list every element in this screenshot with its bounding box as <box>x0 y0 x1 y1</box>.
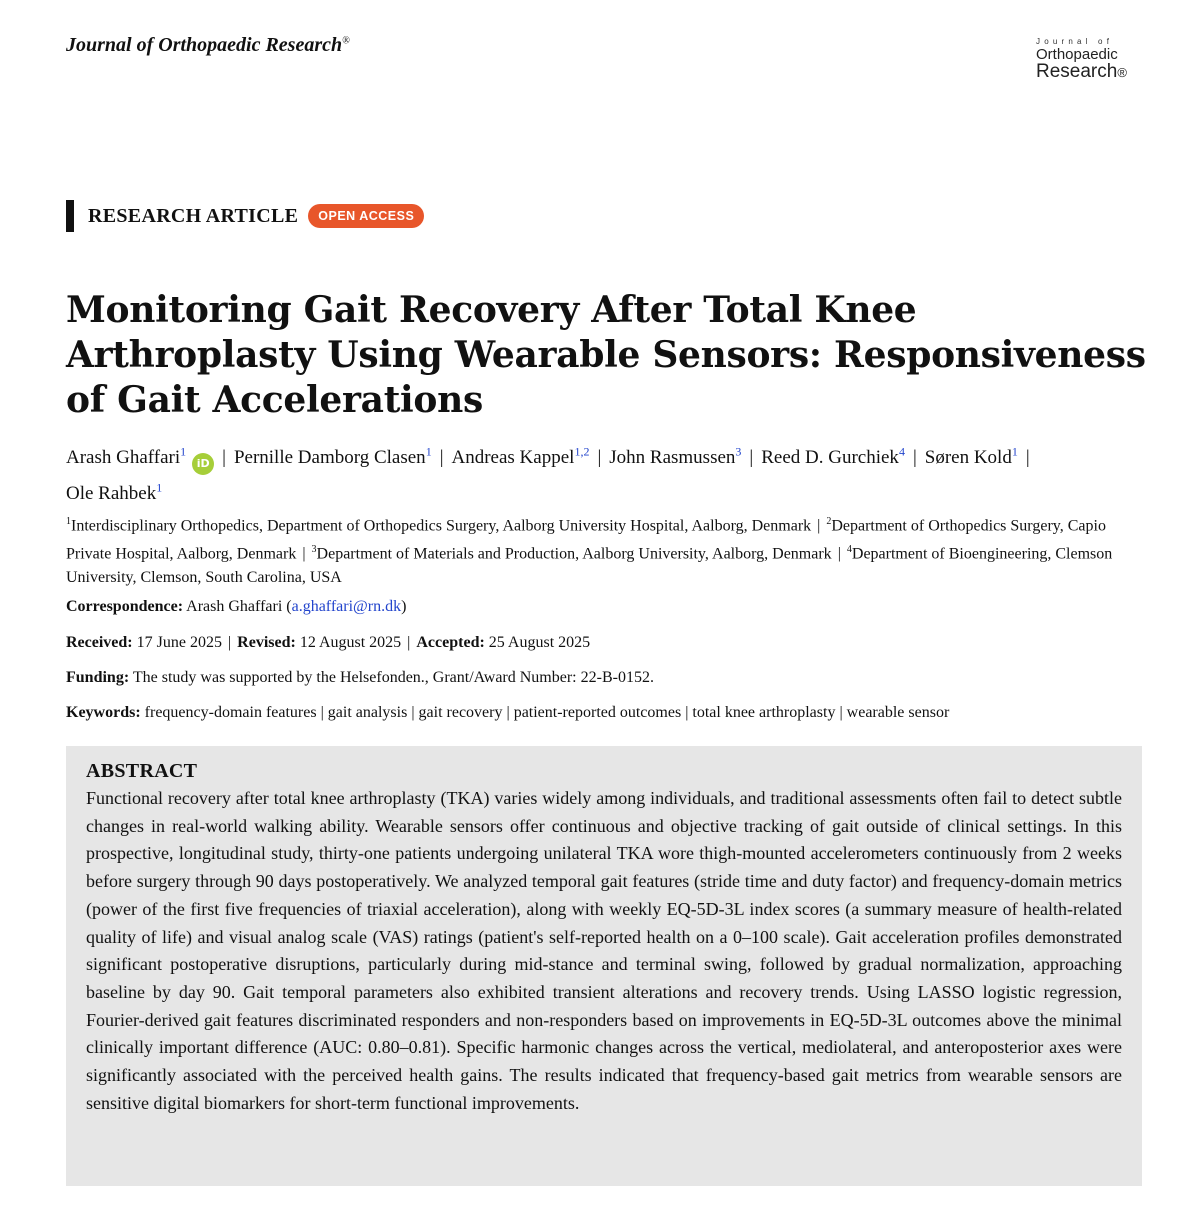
journal-reg-mark: ® <box>342 35 350 47</box>
keyword[interactable]: patient-reported outcomes <box>513 704 682 721</box>
author-name[interactable]: Søren Kold <box>924 447 1012 469</box>
accepted-label: Accepted: <box>416 634 485 651</box>
affiliation-text: Department of Bioengineering, Clemson University, Clemson, South Carolina, USA <box>66 545 1113 586</box>
date-separator: | <box>227 634 232 651</box>
correspondence-name: Arash Ghaffari <box>186 598 283 615</box>
received-date: 17 June 2025 <box>136 634 222 651</box>
author[interactable] <box>66 480 163 504</box>
keyword[interactable]: total knee arthroplasty <box>692 704 836 721</box>
keyword-separator: | <box>506 704 510 721</box>
affiliation-separator: | <box>817 517 821 535</box>
keywords <box>66 704 1146 722</box>
keyword[interactable]: frequency-domain features <box>144 704 317 721</box>
abstract-box <box>66 746 1142 1186</box>
affiliation-number: 4 <box>846 543 852 555</box>
affiliation-number: 2 <box>826 516 832 527</box>
funding-text: The study was supported by the Helsefonden., Grant/Award Number: 22-B-0152. <box>132 669 654 686</box>
author[interactable] <box>761 447 905 468</box>
author-separator: | <box>222 447 226 469</box>
article-dates <box>66 634 1146 652</box>
journal-name: Journal of Orthopaedic Research <box>66 34 343 56</box>
orcid-icon[interactable]: iD <box>192 453 214 475</box>
affiliation-text: Department of Orthopedics Surgery, Capio Private Hospital, Aalborg, Denmark <box>66 517 1106 563</box>
author-affiliation-ref[interactable]: 3 <box>735 445 742 459</box>
author-affiliation-ref[interactable]: 1,2 <box>574 445 590 459</box>
author-name[interactable]: John Rasmussen <box>609 447 736 469</box>
author-separator: | <box>912 447 917 469</box>
journal-header <box>66 34 350 57</box>
correspondence: Correspondence: Arash Ghaffari (a.ghaffari@rn.dk) <box>66 598 407 615</box>
author-affiliation-ref[interactable]: 1 <box>180 445 187 459</box>
author-affiliation-ref[interactable]: 1 <box>1011 445 1018 459</box>
correspondence-email-link[interactable]: a.ghaffari@rn.dk <box>291 598 402 615</box>
affiliations <box>66 510 1146 589</box>
date-separator: | <box>407 634 411 651</box>
author[interactable] <box>66 447 186 468</box>
author[interactable] <box>234 447 432 468</box>
revised-label: Revised: <box>237 634 296 651</box>
author-affiliation-ref[interactable]: 1 <box>425 445 432 459</box>
author-separator: | <box>439 447 444 469</box>
abstract-text: Functional recovery after total knee arthroplasty (TKA) varies widely among individuals, and traditional assessments often fail to detect subtle changes in real-world walking ability. Wearable sensors offer continuous and objective tracking of gait outside of clinical settings. In this prospective, longitudinal study, thirty-one patients undergoing unilateral TKA wore thigh-mounted accelerometers continuously from 2 weeks before surgery through 90 days postoperatively. We analyzed temporal gait features (stride time and duty factor) and frequency-domain metrics (power of the first five frequencies of triaxial acceleration), along with weekly EQ-5D-3L index scores (a summary measure of health-related quality of life) and visual analog scale (VAS) ratings (patient's self-reported health on a 0–100 scale). Gait acceleration profiles demonstrated significant postoperative disruptions, particularly during mid-stance and terminal swing, followed by gradual normalization, approaching baseline by day 90. Gait temporal parameters also exhibited transient alterations and recovery trends. Using LASSO logistic regression, Fourier-derived gait features discriminated responders and non-responders based on improvements in EQ-5D-3L outcomes above the minimal clinically important difference (AUC: 0.80–0.81). Specific harmonic changes across the vertical, mediolateral, and anteroposterior axes were significantly associated with the perceived health gains. The results indicated that frequency-based gait metrics from wearable sensors are sensitive digital biomarkers for short-term functional improvements. <box>86 788 1122 1113</box>
author-name[interactable]: Andreas Kappel <box>451 447 575 469</box>
article-type-row <box>66 200 424 232</box>
affiliation-text: Department of Materials and Production, Aalborg University, Aalborg, Denmark <box>316 545 832 563</box>
received-label: Received: <box>66 634 133 651</box>
article-title: Monitoring Gait Recovery After Total Knee Arthroplasty Using Wearable Sensors: Responsiveness of Gait Accelerations <box>66 289 1146 421</box>
affiliation-number: 3 <box>311 543 317 555</box>
author[interactable] <box>925 447 1018 468</box>
keyword-separator: | <box>411 704 415 721</box>
logo-reg-mark: ® <box>1117 65 1127 80</box>
funding-label: Funding: <box>66 669 130 686</box>
author-name[interactable]: Reed D. Gurchiek <box>761 447 899 469</box>
author-name[interactable]: Pernille Damborg Clasen <box>233 447 426 469</box>
keyword-separator: | <box>320 704 324 721</box>
affiliation-separator: | <box>837 545 841 563</box>
author-separator: | <box>749 447 754 469</box>
correspondence-label: Correspondence: <box>66 598 184 615</box>
keyword[interactable]: gait analysis <box>327 704 408 721</box>
author-name[interactable]: Ole Rahbek <box>66 482 157 504</box>
accepted-date: 25 August 2025 <box>488 634 591 651</box>
author[interactable] <box>609 447 741 468</box>
author-separator: | <box>1025 447 1030 469</box>
journal-logo <box>1036 38 1146 81</box>
author-affiliation-ref[interactable]: 1 <box>156 480 163 495</box>
author-name[interactable]: Arash Ghaffari <box>66 447 181 469</box>
abstract-heading: ABSTRACT <box>86 760 198 782</box>
logo-line-2: Orthopaedic <box>1036 46 1118 63</box>
author-separator: | <box>597 447 602 469</box>
article-type-bar <box>66 200 74 232</box>
keyword-separator: | <box>839 704 843 721</box>
logo-line-3 <box>1036 62 1146 81</box>
affiliation-separator: | <box>302 545 306 563</box>
keyword-separator: | <box>685 704 689 721</box>
author[interactable] <box>452 447 590 468</box>
keyword[interactable]: gait recovery <box>418 704 503 721</box>
keyword[interactable]: wearable sensor <box>846 704 950 721</box>
keywords-label: Keywords: <box>66 704 141 721</box>
article-type-label: RESEARCH ARTICLE <box>88 204 299 227</box>
logo-line-3-text: Research <box>1036 61 1118 82</box>
open-access-badge: OPEN ACCESS <box>308 204 424 228</box>
author-affiliation-ref[interactable]: 4 <box>898 445 905 459</box>
logo-line-1: Journal of <box>1036 37 1114 46</box>
funding <box>66 669 1146 687</box>
affiliation-text: Interdisciplinary Orthopedics, Department of Orthopedics Surgery, Aalborg University Hospital, Aalborg, Denmark <box>71 517 812 535</box>
author-list <box>66 440 1146 506</box>
affiliation-number: 1 <box>66 516 71 527</box>
revised-date: 12 August 2025 <box>299 634 402 651</box>
